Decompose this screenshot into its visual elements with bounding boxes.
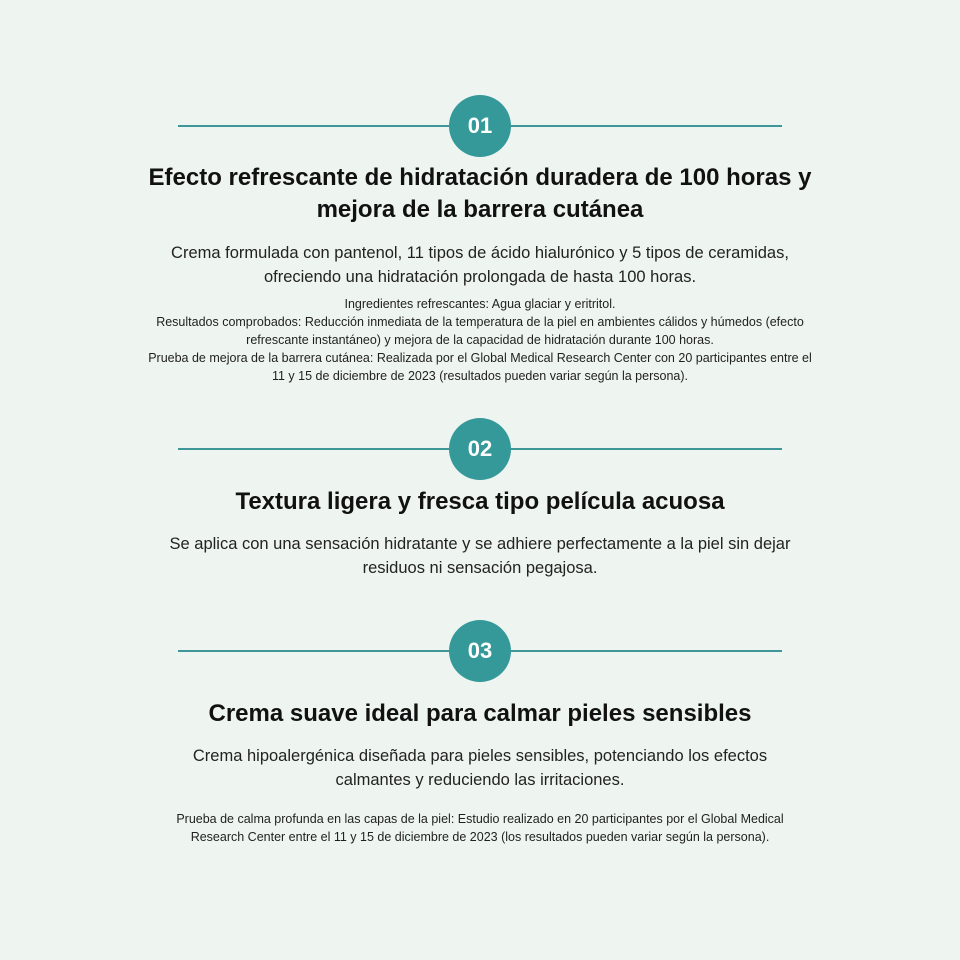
section-description [0, 532, 960, 580]
section-notes [0, 295, 960, 385]
section-03 [0, 620, 960, 846]
section-divider [0, 418, 960, 480]
section-title [0, 162, 960, 226]
section-02 [0, 418, 960, 580]
section-title-line: Crema suave ideal para calmar pieles sensibles [208, 700, 752, 727]
section-description [0, 241, 960, 289]
section-divider [0, 95, 960, 157]
description-line: Se aplica con una sensación hidratante y se adhiere perfectamente a la piel sin dejar [169, 535, 791, 553]
note-line: Resultados comprobados: Reducción inmediata de la temperatura de la piel en ambientes cálidos y húmedos (efecto [156, 315, 804, 329]
section-description [0, 744, 960, 792]
description-line: calmantes y reduciendo las irritaciones. [335, 771, 625, 789]
section-01 [0, 95, 960, 385]
section-title-line: Textura ligera y fresca tipo película acuosa [235, 488, 725, 515]
section-number-badge: 01 [449, 95, 511, 157]
note-line: Prueba de mejora de la barrera cutánea: Realizada por el Global Medical Research Center con 20 participantes entre el [148, 351, 812, 365]
description-line: ofreciendo una hidratación prolongada de hasta 100 horas. [263, 268, 697, 286]
section-title [0, 486, 960, 518]
section-number-badge: 02 [449, 418, 511, 480]
description-line: Crema hipoalergénica diseñada para pieles sensibles, potenciando los efectos [192, 747, 768, 765]
note-line: Research Center entre el 11 y 15 de diciembre de 2023 (los resultados pueden variar según la persona). [190, 830, 770, 844]
section-number-badge: 03 [449, 620, 511, 682]
section-divider [0, 620, 960, 682]
section-notes [0, 810, 960, 846]
note-line: Ingredientes refrescantes: Agua glaciar y eritritol. [344, 297, 616, 311]
section-title-line: mejora de la barrera cutánea [316, 196, 644, 223]
section-title [0, 698, 960, 730]
note-line: refrescante instantáneo) y mejora de la capacidad de hidratación durante 100 horas. [246, 333, 714, 347]
description-line: Crema formulada con pantenol, 11 tipos de ácido hialurónico y 5 tipos de ceramidas, [171, 244, 789, 262]
note-line: 11 y 15 de diciembre de 2023 (resultados pueden variar según la persona). [271, 369, 688, 383]
section-title-line: Efecto refrescante de hidratación duradera de 100 horas y [148, 164, 812, 191]
description-line: residuos ni sensación pegajosa. [362, 559, 598, 577]
note-line: Prueba de calma profunda en las capas de la piel: Estudio realizado en 20 participantes por el Global Medical [176, 812, 784, 826]
